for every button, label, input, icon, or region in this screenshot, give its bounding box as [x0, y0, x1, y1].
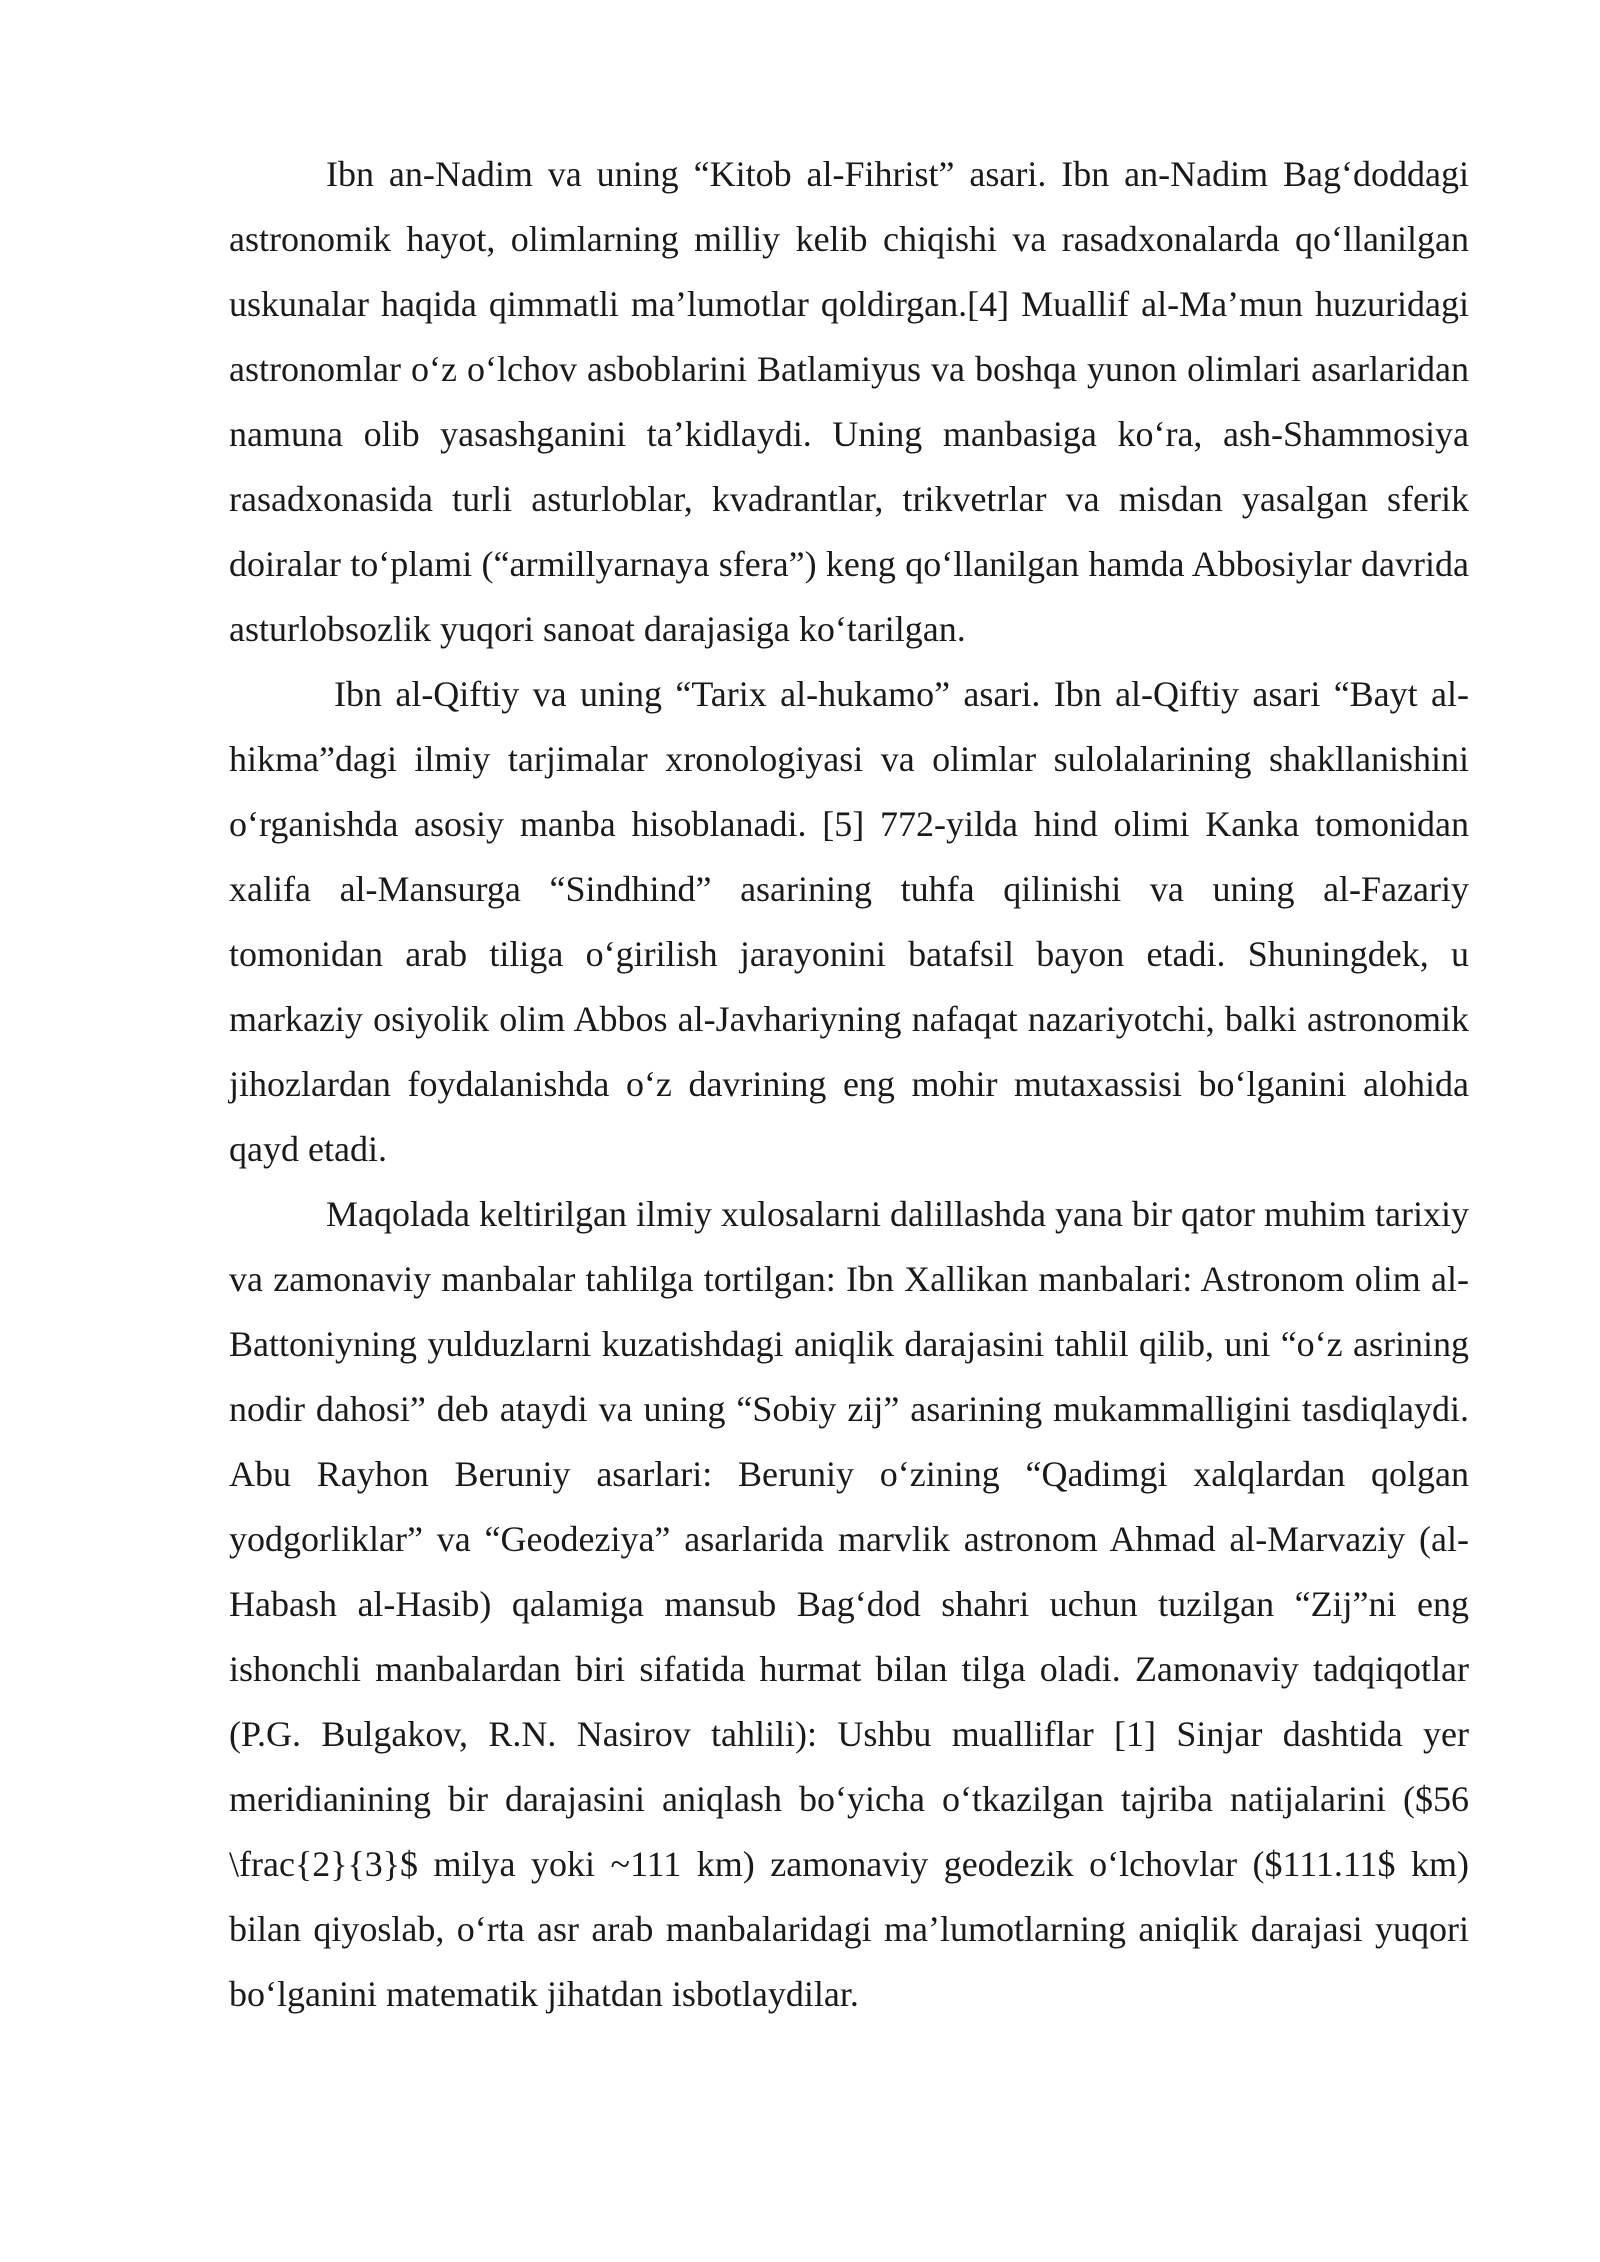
paragraph-ibn-al-qiftiy: Ibn al-Qiftiy va uning “Tarix al-hukamo” asari. Ibn al-Qiftiy asari “Bayt al-hikma”dagi ilmiy tarjimalar xronologiyasi va olimlar sulolalarining shakllanishini o‘rganishda asosiy manba hisoblanadi. [5] 772-yilda hind olimi Kanka tomonidan xalifa al-Mansurga “Sindhind” asarining tuhfa qilinishi va uning al-Fazariy tomonidan arab tiliga o‘girilish jarayonini batafsil bayon etadi. Shuningdek, u markaziy osiyolik olim Abbos al-Javhariyning nafaqat nazariyotchi, balki astronomik jihozlardan foydalanishda o‘z davrining eng mohir mutaxassisi bo‘lganini alohida qayd etadi. — [229, 674, 1469, 1169]
paragraph-ibn-an-nadim: Ibn an-Nadim va uning “Kitob al-Fihrist” asari. Ibn an-Nadim Bag‘doddagi astronomik hayot, olimlarning milliy kelib chiqishi va rasadxonalarda qo‘llanilgan uskunalar haqida qimmatli ma’lumotlar qoldirgan.[4] Muallif al-Ma’mun huzuridagi astronomlar o‘z o‘lchov asboblarini Batlamiyus va boshqa yunon olimlari asarlaridan namuna olib yasashganini ta’kidlaydi. Uning manbasiga ko‘ra, ash-Shammosiya rasadxonasida turli asturloblar, kvadrantlar, trikvetrlar va misdan yasalgan sferik doiralar to‘plami (“armillyarnaya sfera”) keng qo‘llanilgan hamda Abbosiylar davrida asturlobsozlik yuqori sanoat darajasiga ko‘tarilgan. — [229, 154, 1469, 649]
document-body — [229, 142, 1469, 2027]
paragraph-sources-analysis: Maqolada keltirilgan ilmiy xulosalarni dalillashda yana bir qator muhim tarixiy va zamonaviy manbalar tahlilga tortilgan: Ibn Xallikan manbalari: Astronom olim al-Battoniyning yulduzlarni kuzatishdagi aniqlik darajasini tahlil qilib, uni “o‘z asrining nodir dahosi” deb ataydi va uning “Sobiy zij” asarining mukammalligini tasdiqlaydi. Abu Rayhon Beruniy asarlari: Beruniy o‘zining “Qadimgi xalqlardan qolgan yodgorliklar” va “Geodeziya” asarlarida marvlik astronom Ahmad al-Marvaziy (al-Habash al-Hasib) qalamiga mansub Bag‘dod shahri uchun tuzilgan “Zij”ni eng ishonchli manbalardan biri sifatida hurmat bilan tilga oladi. Zamonaviy tadqiqotlar (P.G. Bulgakov, R.N. Nasirov tahlili): Ushbu mualliflar [1] Sinjar dashtida yer meridianining bir darajasini aniqlash bo‘yicha o‘tkazilgan tajriba natijalarini ($56 \frac{2}{3}$ milya yoki ~111 km) zamonaviy geodezik o‘lchovlar ($111.11$ km) bilan qiyoslab, o‘rta asr arab manbalaridagi ma’lumotlarning aniqlik darajasi yuqori bo‘lganini matematik jihatdan isbotlaydilar. — [229, 1194, 1469, 2014]
